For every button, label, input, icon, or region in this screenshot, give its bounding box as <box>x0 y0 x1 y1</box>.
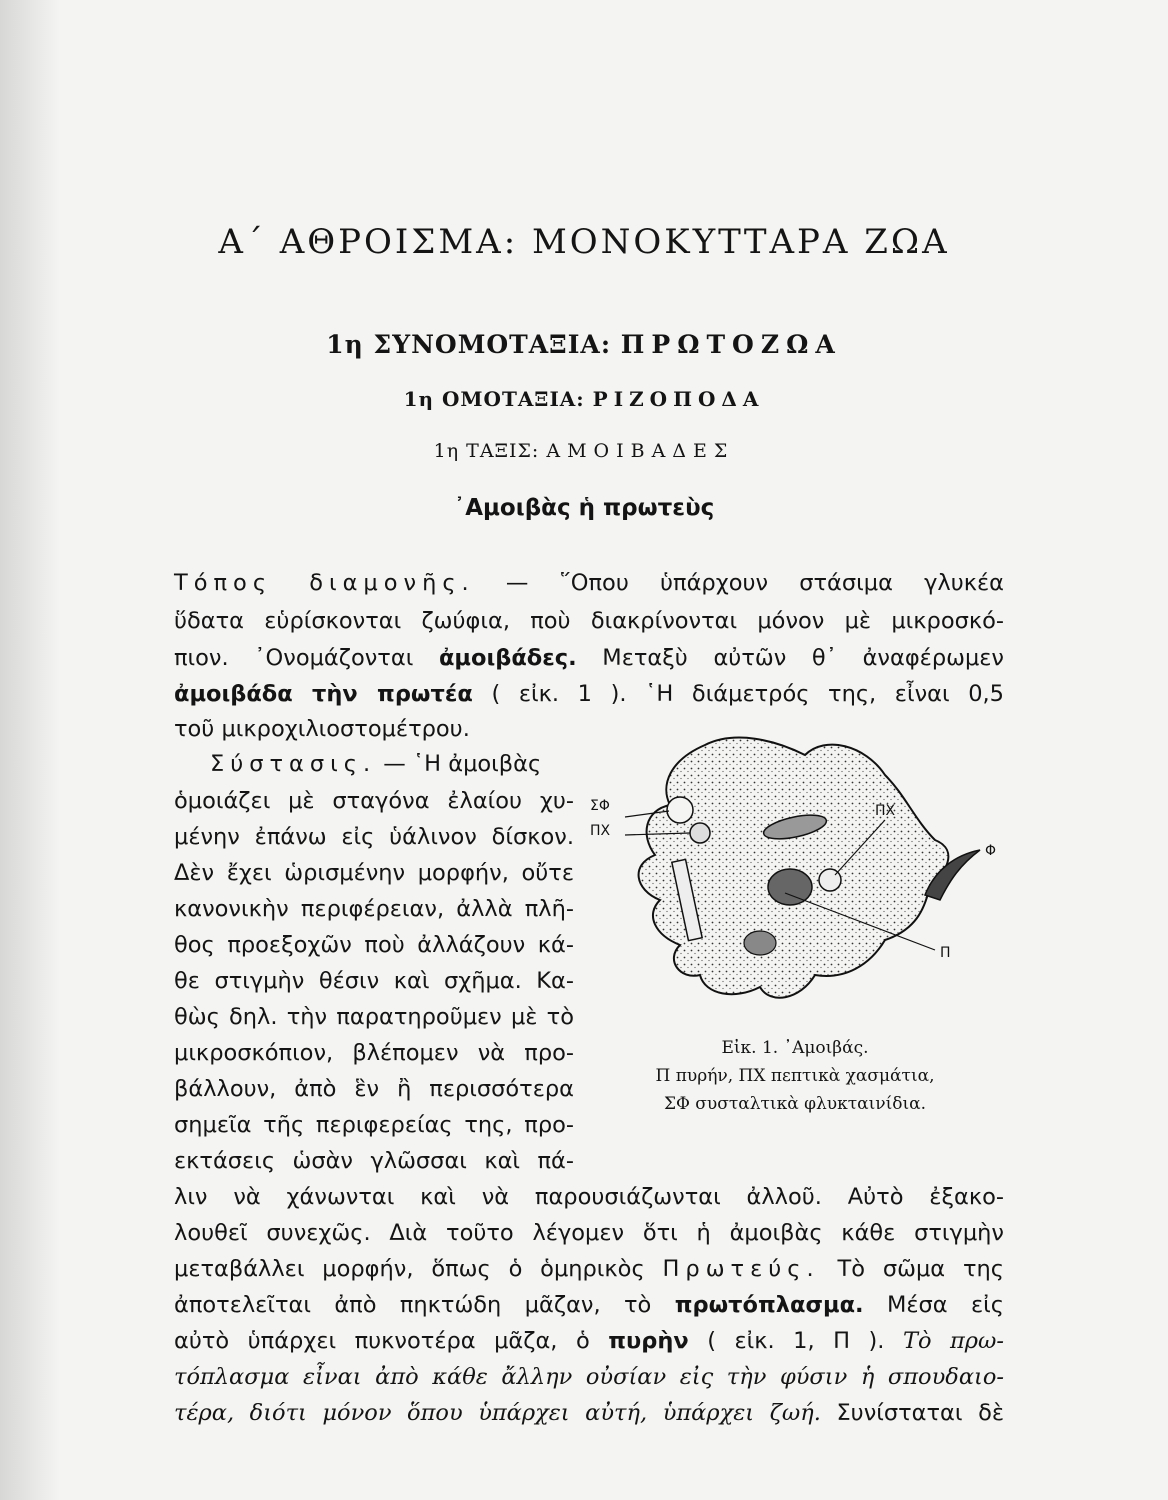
text-line: θος προεξοχῶν ποὺ ἀλλάζουν κά- <box>174 932 574 958</box>
species-heading: ᾿Αμοιβὰς ἡ πρωτεὺς <box>453 495 715 521</box>
order-heading <box>0 440 1168 462</box>
text-line: θὼς δηλ. τὴν παρατηροῦμεν μὲ τὸ <box>174 1004 574 1030</box>
figure-caption-line2: Π πυρήν, ΠΧ πεπτικὰ χασμάτια, <box>655 1066 935 1086</box>
text-line: κανονικὴν περιφέρειαν, ἀλλὰ πλῆ- <box>174 896 574 922</box>
text-span: Τὸ σῶμα της <box>837 1256 1004 1282</box>
food-particle-shape <box>744 931 776 955</box>
phylum-prefix: 1η ΣΥΝΟΜΟΤΑΞΙΑ: <box>326 330 612 359</box>
text-line: σημεῖα τῆς περιφερείας της, προ- <box>174 1112 574 1138</box>
text-span: — ῾Η ἀμοιβὰς <box>383 751 542 777</box>
section-title: Α΄ ΑΘΡΟΙΣΜΑ: ΜΟΝΟΚΥΤΤΑΡΑ ΖΩΑ <box>218 222 950 262</box>
label-f: Φ <box>985 843 997 859</box>
figure-caption-line3: ΣΦ συσταλτικὰ φλυκταινίδια. <box>663 1094 927 1114</box>
text-line: λιν νὰ χάνωνται καὶ νὰ παρουσιάζωνται ἀλλοῦ. Αὐτὸ ἐξακο- <box>174 1184 1004 1210</box>
text-span: πιον. ᾿Ονομάζονται <box>174 645 414 671</box>
text-line: βάλλουν, ἀπὸ ἓν ἢ περισσότερα <box>174 1076 574 1102</box>
text-span: μεταβάλλει μορφήν, ὅπως ὁ ὁμηρικὸς <box>174 1256 645 1282</box>
order-name: ΑΜΟΙΒΑΔΕΣ <box>546 440 735 462</box>
text-line: εκτάσεις ὡσὰν γλῶσσαι καὶ πά- <box>174 1148 574 1174</box>
text-span: τέρα, διότι μόνον ὅπου ὑπάρχει αὐτή, ὑπάρχει ζωή. <box>174 1400 821 1426</box>
term-amoeba-proteus: ἀμοιβάδα τὴν πρωτέα <box>174 681 473 707</box>
text-line: θε στιγμὴν θέσιν καὶ σχῆμα. Κα- <box>174 968 574 994</box>
label-px-left: ΠΧ <box>590 823 611 839</box>
amoeba-figure <box>585 725 1005 1035</box>
phylum-heading <box>0 330 1168 359</box>
text-line <box>174 568 1004 598</box>
label-p: Π <box>940 945 951 961</box>
class-name: ΡΙΖΟΠΟΔΑ <box>592 387 765 411</box>
text-line <box>174 1398 1004 1428</box>
term-structure: Σύστασις. <box>210 751 377 777</box>
text-span: ( εἰκ. 1 ). ῾Η διάμετρός της, εἶναι 0,5 <box>491 681 1005 707</box>
text-span: Μέσα εἰς <box>886 1292 1004 1318</box>
text-line: μικροσκόπιον, βλέπομεν νὰ προ- <box>174 1040 574 1066</box>
text-line <box>210 749 541 779</box>
text-line <box>174 1326 1004 1356</box>
food-vacuole-left-shape <box>690 823 710 843</box>
text-line <box>174 679 1004 709</box>
text-line <box>174 643 1004 673</box>
class-heading <box>0 387 1168 411</box>
label-px-right: ΠΧ <box>875 803 896 819</box>
text-line: λουθεῖ συνεχῶς. Διὰ τοῦτο λέγομεν ὅτι ἡ ἀμοιβὰς κάθε στιγμὴν <box>174 1220 1004 1246</box>
text-line <box>174 1254 1004 1284</box>
class-prefix: 1η ΟΜΟΤΑΞΙΑ: <box>403 387 585 411</box>
text-span: — ῞Οπου ὑπάρχουν στάσιμα γλυκέα <box>505 570 1004 596</box>
term-habitat: Τόπος διαμονῆς. <box>174 570 475 596</box>
phylum-name: ΠΡΩΤΟΖΩΑ <box>620 330 842 359</box>
term-proteus: Πρωτεύς. <box>662 1256 820 1282</box>
term-amoebas: ἀμοιβάδες. <box>438 645 577 671</box>
nucleus-shape <box>768 869 812 905</box>
contractile-vacuole-shape <box>667 797 693 823</box>
text-line: ὁμοιάζει μὲ σταγόνα ἐλαίου χυ- <box>174 788 574 814</box>
text-line: τόπλασμα εἶναι ἀπὸ κάθε ἄλλην οὐσίαν εἰς τὴν φύσιν ἡ σπουδαιο- <box>174 1364 1004 1390</box>
label-sf: ΣΦ <box>590 798 610 814</box>
text-span: Μεταξὺ αὐτῶν θ᾿ ἀναφέρωμεν <box>602 645 1004 671</box>
text-line: Δὲν ἔχει ὡρισμένην μορφήν, οὔτε <box>174 860 574 886</box>
text-span: αὐτὸ ὑπάρχει πυκνοτέρα μᾶζα, ὁ <box>174 1328 590 1354</box>
order-prefix: 1η ΤΑΞΙΣ: <box>433 440 540 462</box>
text-line: μένην ἐπάνω εἰς ὑάλινον δίσκον. <box>174 824 574 850</box>
text-span: Τὸ πρω- <box>902 1328 1004 1354</box>
figure-caption-title: Εἰκ. 1. ᾿Αμοιβάς. <box>721 1038 869 1058</box>
text-span: Συνίσταται δὲ <box>836 1400 1004 1426</box>
text-line: ὕδατα εὑρίσκονται ζωύφια, ποὺ διακρίνονται μόνον μὲ μικροσκό- <box>174 608 1004 634</box>
term-protoplasm: πρωτόπλασμα. <box>674 1292 864 1318</box>
term-nucleus: πυρὴν <box>608 1328 689 1354</box>
text-span: ( εἰκ. 1, Π ). <box>707 1328 885 1354</box>
text-line <box>174 1290 1004 1320</box>
text-span: ἀποτελεῖται ἀπὸ πηκτώδη μᾶζαν, τὸ <box>174 1292 652 1318</box>
text-line: τοῦ μικροχιλιοστομέτρου. <box>174 716 470 742</box>
